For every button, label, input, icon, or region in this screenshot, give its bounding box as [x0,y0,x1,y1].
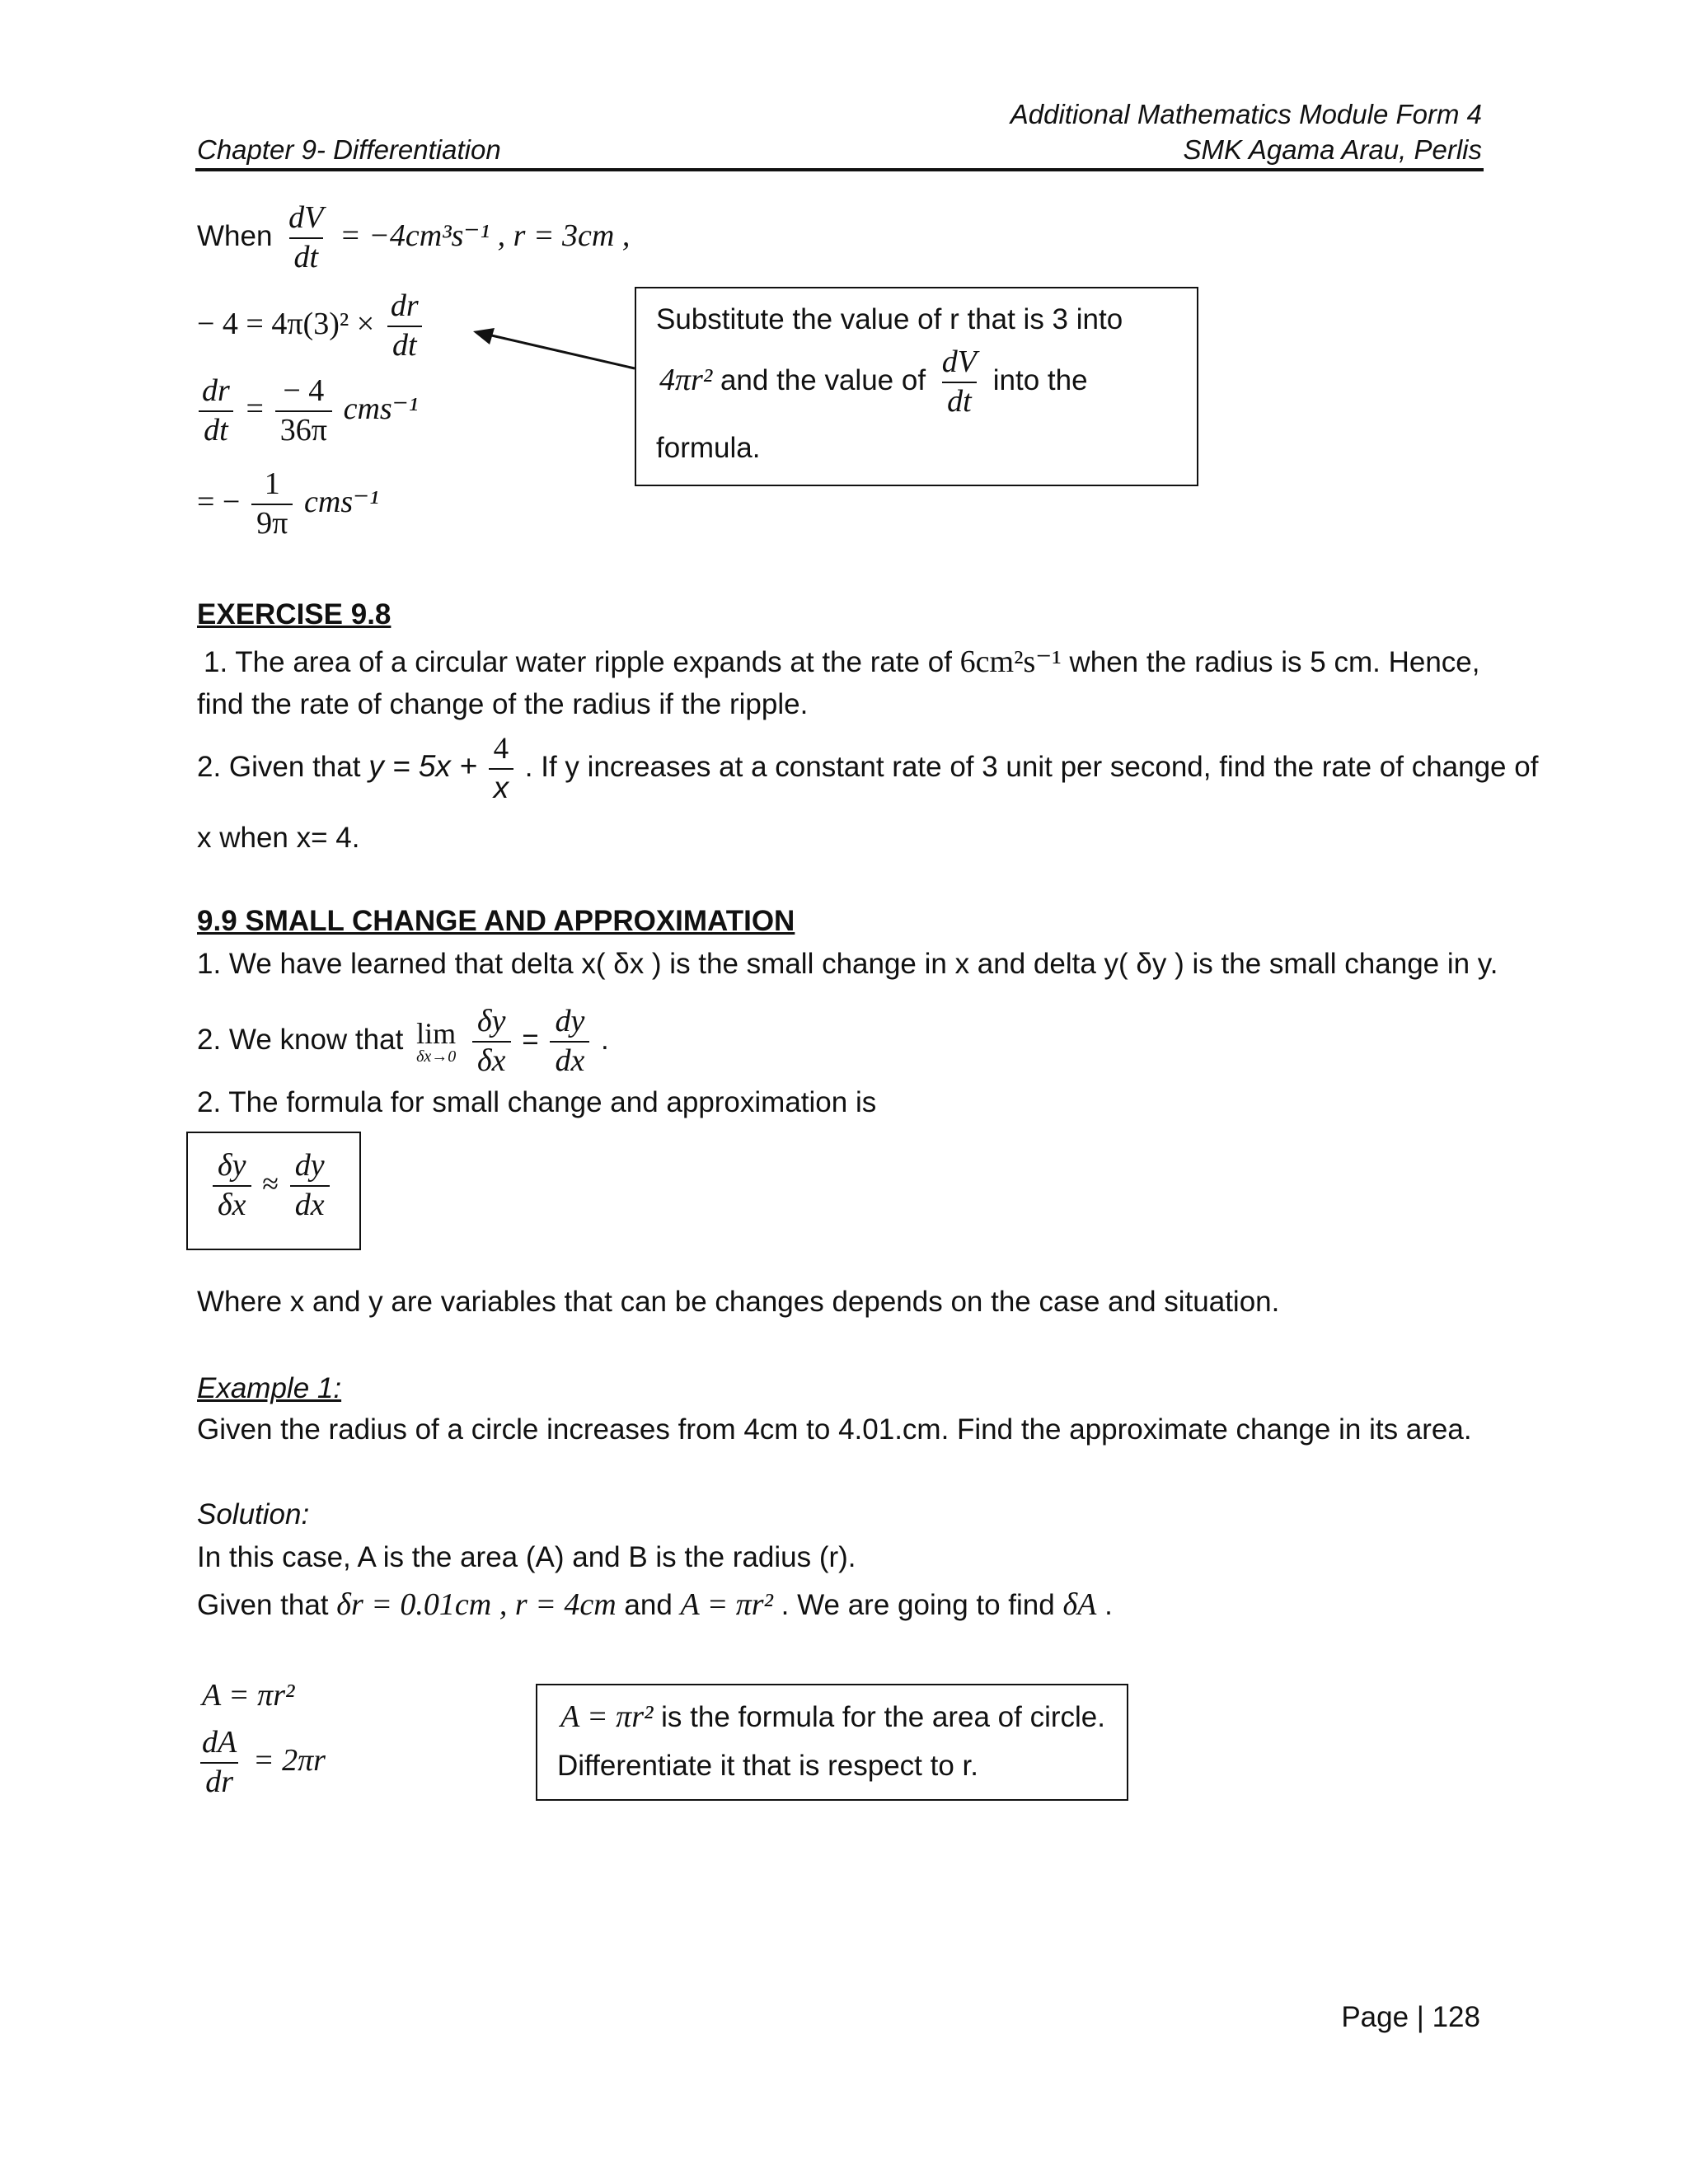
worked-line-1 [197,290,427,363]
fraction-denominator: x [489,768,514,804]
exercise-q1-line1 [204,643,1479,680]
callout2-line2: Differentiate it that is respect to r. [557,1750,978,1782]
fraction-numerator: dA [202,1725,237,1760]
arrow-icon [470,321,643,379]
p2-text: 2. We know that [197,1024,404,1057]
working-line2 [197,1727,326,1799]
line2-eq: = [246,391,264,427]
callout1-formula: 4πr² [659,363,713,398]
approx-dy-dx [290,1150,330,1222]
fraction-numerator: dr [390,288,419,323]
unit-cms-2: cms⁻¹ [304,485,379,520]
p2-eq: = [522,1024,539,1057]
fraction-numerator: 1 [264,466,280,501]
section-p3: 2. The formula for small change and approximation is [197,1086,877,1118]
section-p4: Where x and y are variables that can be changes depends on the case and situation. [197,1286,1280,1318]
dy-dx-fraction [550,1005,589,1078]
exercise-q1-line2: find the rate of change of the radius if the ripple. [197,688,809,720]
s2-delta-a: δA [1062,1587,1097,1622]
neg4-over-36pi [275,375,332,448]
example-question: Given the radius of a circle increases from 4cm to 4.01.cm. Find the approximate change in its area. [197,1413,1472,1446]
callout-substitute [635,287,1198,486]
example-label: Example 1: [197,1372,342,1404]
worked-line-2 [197,375,418,448]
approx-delta-fraction [213,1150,251,1222]
section-p2 [197,1005,609,1078]
fraction-denominator: dx [290,1185,330,1222]
q1-rate: 6cm²s⁻¹ [959,644,1062,679]
lim-subscript: δx→0 [416,1047,457,1066]
fraction-denominator: δx [472,1041,511,1078]
s2-dr: δr = 0.01cm [336,1587,492,1622]
fraction-denominator: 9π [251,504,293,541]
callout2-text: is the formula for the area of circle. [661,1701,1105,1733]
solution-line1: In this case, A is the area (A) and B is the radius (r). [197,1541,856,1573]
fraction-numerator: dV [288,200,324,235]
fraction-denominator: dt [942,382,977,419]
fraction-numerator: − 4 [283,373,325,408]
q2-expression: y = 5x + [368,749,477,784]
dr-dt-fraction-2 [197,375,235,448]
dr-dt-fraction [386,290,424,363]
delta-fraction [472,1005,511,1078]
fraction-denominator: 36π [275,410,332,448]
s2-r: , r = 4cm [499,1587,617,1622]
callout-area-formula [536,1684,1128,1801]
formula-box [186,1132,361,1250]
callout1-into: into the [992,364,1088,397]
section-p1: 1. We have learned that delta x( δx ) is the small change in x and delta y( δy ) is the small change in y. [197,948,1498,980]
page-number: Page | 128 [1341,2001,1480,2033]
q2-text-b: . If y increases at a constant rate of 3 unit per second, find the rate of change of [524,751,1539,784]
working-line1: A = πr² [202,1678,295,1713]
school-name: SMK Agama Arau, Perlis [1183,134,1482,165]
callout1-line3: formula. [656,432,761,464]
r-value: , r = 3cm , [497,218,631,254]
fraction-denominator: dt [387,326,422,363]
q2-text-a: 2. Given that [197,751,361,784]
limit-operator [416,1016,457,1066]
approx-sign: ≈ [262,1167,279,1201]
exercise-q2-line2: x when x= 4. [197,822,360,854]
s2-text-b: . We are going to find [781,1589,1055,1621]
solution-label: Solution: [197,1498,310,1530]
module-title: Additional Mathematics Module Form 4 [1010,99,1482,129]
fraction-numerator: dy [294,1148,325,1183]
working-line2-eq: = 2πr [252,1743,326,1779]
one-over-9pi [251,468,293,541]
when-label: When [197,220,273,253]
fraction-denominator: dr [200,1762,238,1799]
lim-text: lim [416,1016,457,1050]
callout1-line1: Substitute the value of r that is 3 into [656,303,1123,335]
line3-eq: = − [197,485,241,520]
fraction-numerator: δy [476,1004,506,1038]
fraction-denominator: δx [213,1185,251,1222]
dv-dt-fraction [284,202,328,274]
s2-and: and [624,1589,673,1621]
callout1-and-value: and the value of [720,364,926,397]
solution-line2 [197,1586,1113,1623]
worked-when-line [197,202,630,274]
fraction-numerator: δy [218,1148,246,1183]
fraction-numerator: dy [555,1004,585,1038]
callout1-dv-dt [937,346,982,419]
approx-formula [209,1150,333,1222]
callout2-formula: A = πr² [560,1699,654,1734]
section-heading: 9.9 SMALL CHANGE AND APPROXIMATION [197,905,795,937]
da-dr-fraction [197,1727,241,1799]
fraction-numerator: dV [941,344,977,379]
line1-left: − 4 = 4π(3)² × [197,307,375,342]
callout1-line2 [659,346,1088,419]
s2-end: . [1104,1589,1113,1621]
fraction-numerator: dr [202,373,230,408]
q2-fraction [489,733,514,804]
fraction-denominator: dt [289,237,324,274]
q1-text-b: when the radius is 5 cm. Hence, [1069,646,1480,678]
dv-value: = −4cm³s⁻¹ [340,218,490,254]
s2-area-formula: A = πr² [680,1587,773,1622]
fraction-denominator: dt [199,410,233,448]
chapter-title: Chapter 9- Differentiation [197,134,501,165]
fraction-denominator: dx [550,1041,589,1078]
q1-text-a: 1. The area of a circular water ripple expands at the rate of [204,646,952,678]
callout2-line1 [560,1699,1105,1735]
unit-cms: cms⁻¹ [343,391,419,427]
exercise-heading: EXERCISE 9.8 [197,598,392,630]
header-rule [195,168,1484,171]
exercise-q2-line1 [197,733,1538,804]
p2-period: . [601,1024,609,1057]
s2-text-a: Given that [197,1589,329,1621]
worked-line-3 [197,468,379,541]
fraction-numerator: 4 [493,732,509,766]
